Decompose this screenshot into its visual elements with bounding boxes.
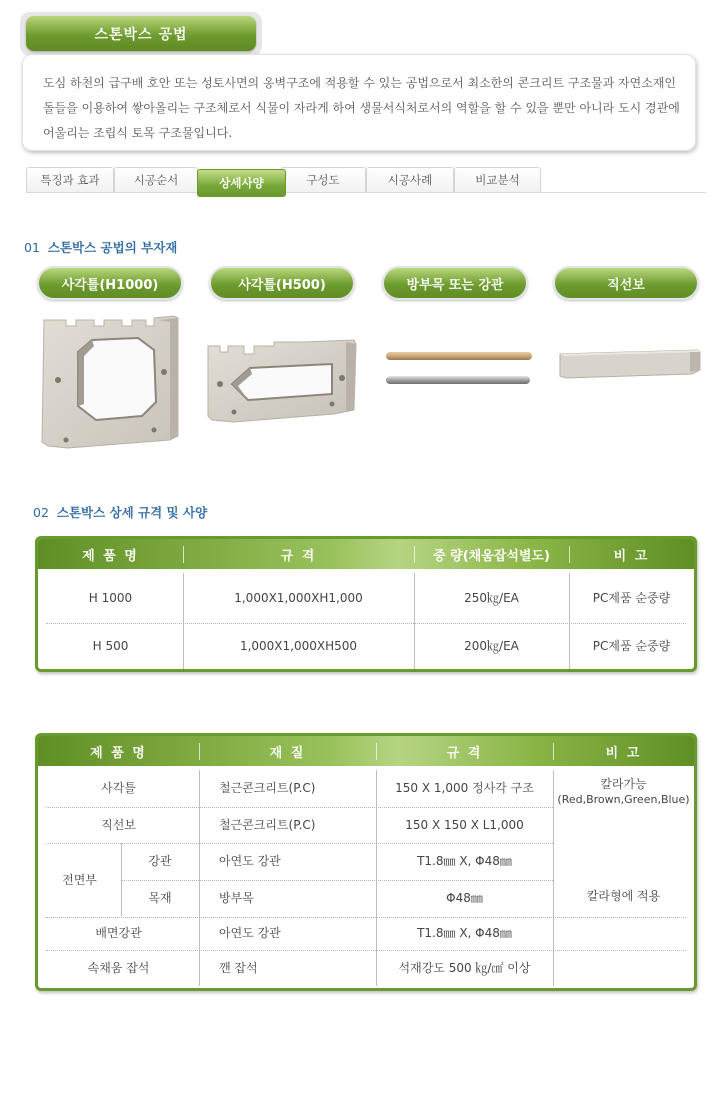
- square-frame-h1000-image: [38, 312, 182, 452]
- section2-heading: [33, 503, 207, 521]
- table2-cell: 강관: [148, 854, 172, 868]
- table2-header-material: 재 질: [269, 745, 306, 761]
- table1-header-spec: 규 격: [280, 548, 317, 564]
- spec-table-2: [35, 733, 697, 991]
- table2-header-note: 비 고: [605, 745, 642, 761]
- table2-cell: 철근콘크리트(P.C): [219, 817, 316, 832]
- table1-cell: 250㎏/EA: [464, 591, 519, 605]
- table2-group-cell: 전면부: [62, 872, 97, 887]
- straight-beam-image: [556, 348, 702, 382]
- part-label-h500: 사각틀(H500): [209, 266, 355, 300]
- table2-cell: 사각틀: [101, 781, 136, 795]
- section1-number: 01: [24, 240, 40, 255]
- table2-cell: 배면강관: [95, 926, 142, 940]
- table1-cell: 1,000X1,000XH500: [239, 639, 358, 653]
- table2-cell: 아연도 강관: [219, 854, 281, 868]
- intro-box: [22, 54, 696, 151]
- table2-cell: Φ48㎜: [446, 891, 483, 905]
- table2-cell: T1.8㎜ X, Φ48㎜: [417, 854, 512, 868]
- tab-structure[interactable]: 구성도: [280, 167, 366, 192]
- table2-cell: T1.8㎜ X, Φ48㎜: [417, 926, 512, 940]
- section2-title: 스톤박스 상세 규격 및 사양: [56, 505, 208, 520]
- section1-heading: [24, 238, 177, 256]
- table1-header-product: 제 품 명: [82, 548, 139, 564]
- table2-cell: 150 X 150 X L1,000: [405, 817, 524, 832]
- tab-baseline: [26, 192, 706, 193]
- table2-col-divider: [199, 770, 200, 986]
- table2-cell: 목재: [148, 891, 172, 905]
- section2-number: 02: [33, 505, 49, 520]
- table2-cell: 속채움 잡석: [87, 960, 150, 975]
- table1-cell: PC제품 순중량: [592, 591, 671, 605]
- tab-comparison[interactable]: 비교분석: [454, 167, 541, 192]
- table2-header-spec: 규 격: [446, 745, 483, 761]
- square-frame-h500-image: [204, 338, 358, 424]
- intro-text: 도심 하천의 급구배 호안 또는 성토사면의 옹벽구조에 적용할 수 있는 공법으로서 최소한의 콘크리트 구조물과 자연소재인 돌들을 이용하여 쌓아올리는 구조체로서 식물이 자라게 하여 생물서식처로서의 역할을 할 수 있을 뿐만 아니라 도시 경관에 어울리는 조립식 토목 구조물입니다.: [43, 76, 680, 140]
- table2-cell: 150 X 1,000 정사각 구조: [395, 781, 534, 795]
- table2-cell: 직선보: [101, 817, 136, 832]
- table1-cell: PC제품 순중량: [592, 639, 671, 653]
- table2-cell: 방부목: [219, 891, 254, 905]
- tab-cases[interactable]: 시공사례: [366, 167, 454, 192]
- tab-bar: [26, 165, 706, 193]
- table1-cell: H 500: [92, 639, 129, 653]
- part-label-beam: 직선보: [553, 266, 699, 300]
- table2-cell: (Red,Brown,Green,Blue): [557, 792, 690, 806]
- table1-cell: 200㎏/EA: [464, 639, 519, 653]
- tab-features[interactable]: 특징과 효과: [26, 167, 114, 192]
- table2-cell: 깬 잡석: [219, 960, 258, 975]
- table2-cell: 아연도 강관: [219, 926, 281, 940]
- table1-cell: 1,000X1,000XH1,000: [234, 591, 363, 605]
- table2-cell: 칼라형에 적용: [586, 889, 661, 903]
- tab-specifications[interactable]: 상세사양: [197, 169, 286, 197]
- page-title: 스톤박스 공법: [26, 16, 256, 51]
- table1-header-note: 비 고: [613, 548, 650, 564]
- part-label-wood-or-pipe: 방부목 또는 강관: [382, 266, 528, 300]
- tab-procedure[interactable]: 시공순서: [114, 167, 198, 192]
- part-label-h1000: 사각틀(H1000): [37, 266, 183, 300]
- table2-cell: 칼라가능: [600, 777, 647, 791]
- table2-header-product: 제 품 명: [90, 745, 147, 761]
- table1-cell: H 1000: [88, 591, 133, 605]
- wood-and-steel-pipe-image: [384, 348, 534, 390]
- table2-cell: 철근콘크리트(P.C): [219, 781, 316, 795]
- table2-cell: 석재강도 500 ㎏/㎠ 이상: [398, 960, 531, 975]
- table1-header-weight: 중 량(채움잡석별도): [433, 548, 550, 564]
- spec-table-1: [35, 536, 697, 672]
- section1-title: 스톤박스 공법의 부자재: [47, 240, 178, 255]
